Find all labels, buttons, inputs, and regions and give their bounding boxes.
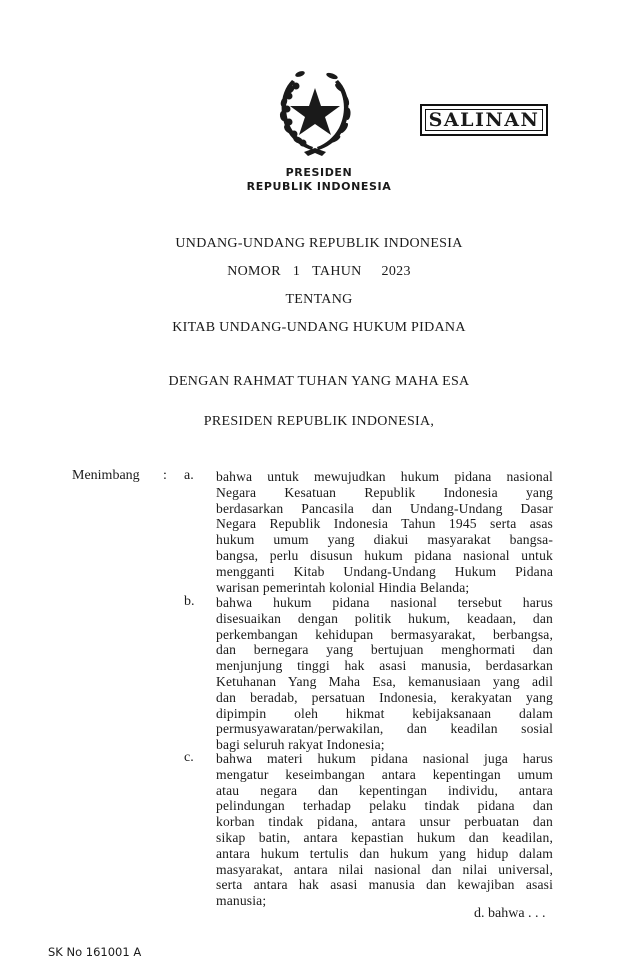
item-letter-b: b. bbox=[184, 594, 195, 609]
office-title-line2: REPUBLIK INDONESIA bbox=[246, 180, 392, 193]
considering-colon: : bbox=[163, 468, 167, 483]
sk-number: SK No 161001 A bbox=[48, 945, 142, 959]
nomor-value: 1 bbox=[292, 264, 301, 279]
blessing-line: DENGAN RAHMAT TUHAN YANG MAHA ESA bbox=[168, 374, 470, 389]
text-line: hukum umum yang diakui masyarakat bangsa- bbox=[216, 532, 553, 548]
consideration-c bbox=[216, 751, 553, 909]
salinan-stamp bbox=[420, 104, 548, 136]
stamp-label: SALINAN bbox=[428, 109, 540, 131]
text-line: menjunjung tinggi hak asasi manusia, berdasarkan bbox=[216, 658, 553, 674]
text-line: Negara Kesatuan Republik Indonesia yang bbox=[216, 484, 553, 500]
text-line: manusia; bbox=[216, 893, 267, 909]
law-subject: KITAB UNDANG-UNDANG HUKUM PIDANA bbox=[172, 320, 466, 335]
text-line: pelindungan terhadap pelaku tindak pidana dan bbox=[216, 798, 553, 814]
president-line: PRESIDEN REPUBLIK INDONESIA, bbox=[203, 414, 435, 429]
office-title-line1: PRESIDEN bbox=[285, 166, 353, 179]
consideration-b bbox=[216, 595, 553, 753]
text-line: berdasarkan Pancasila dan Undang-Undang Dasar bbox=[216, 500, 553, 516]
text-line: dan bernegara yang bertujuan menghormati dan bbox=[216, 642, 553, 658]
text-line: dan beradab, persatuan Indonesia, kerakyatan yang bbox=[216, 689, 553, 705]
text-line: Negara Republik Indonesia Tahun 1945 serta asas bbox=[216, 516, 553, 532]
text-line: bahwa materi hukum pidana nasional juga harus bbox=[216, 751, 553, 766]
considering-label: Menimbang bbox=[72, 468, 140, 483]
text-line: bahwa untuk mewujudkan hukum pidana nasional bbox=[216, 469, 553, 484]
tentang-heading: TENTANG bbox=[285, 292, 353, 307]
text-line: Ketuhanan Yang Maha Esa, kemanusiaan yang adil bbox=[216, 673, 553, 689]
text-line: mengatur keseimbangan antara kepentingan umum bbox=[216, 766, 553, 782]
text-line: perkembangan kehidupan bermasyarakat, berbangsa, bbox=[216, 626, 553, 642]
law-title: UNDANG-UNDANG REPUBLIK INDONESIA bbox=[175, 236, 463, 251]
presidential-emblem bbox=[270, 62, 360, 162]
text-line: warisan pemerintah kolonial Hindia Belanda; bbox=[216, 579, 470, 595]
text-line: dipimpin oleh hikmat kebijaksanaan dalam bbox=[216, 705, 553, 721]
text-line: antara hukum tertulis dan hukum yang hidup dalam bbox=[216, 845, 553, 861]
nomor-label: NOMOR bbox=[227, 264, 281, 279]
text-line: disesuaikan dengan politik hukum, keadaan, dan bbox=[216, 610, 553, 626]
text-line: bahwa hukum pidana nasional tersebut harus bbox=[216, 595, 553, 610]
text-line: masyarakat, antara nilai nasional dan nilai universal, bbox=[216, 861, 553, 877]
text-line: bagi seluruh rakyat Indonesia; bbox=[216, 737, 385, 753]
text-line: serta antara hak asasi manusia dan kewajiban asasi bbox=[216, 877, 553, 893]
law-number-row bbox=[0, 264, 638, 280]
consideration-a bbox=[216, 469, 553, 595]
text-line: mengganti Kitab Undang-Undang Hukum Pidana bbox=[216, 563, 553, 579]
text-line: korban tindak pidana, antara unsur perbuatan dan bbox=[216, 814, 553, 830]
text-line: atau negara dan kepentingan individu, antara bbox=[216, 782, 553, 798]
tahun-label: TAHUN bbox=[312, 264, 362, 279]
text-line: sikap batin, antara kepastian hukum dan keadilan, bbox=[216, 829, 553, 845]
item-letter-a: a. bbox=[184, 468, 194, 483]
item-letter-c: c. bbox=[184, 750, 194, 765]
next-page-catchword: d. bahwa . . . bbox=[474, 906, 546, 921]
star-wreath-icon bbox=[270, 62, 360, 162]
text-line: permusyawaratan/perwakilan, dan keadilan sosial bbox=[216, 721, 553, 737]
tahun-value: 2023 bbox=[381, 264, 411, 279]
text-line: bangsa, perlu disusun hukum pidana nasional untuk bbox=[216, 547, 553, 563]
